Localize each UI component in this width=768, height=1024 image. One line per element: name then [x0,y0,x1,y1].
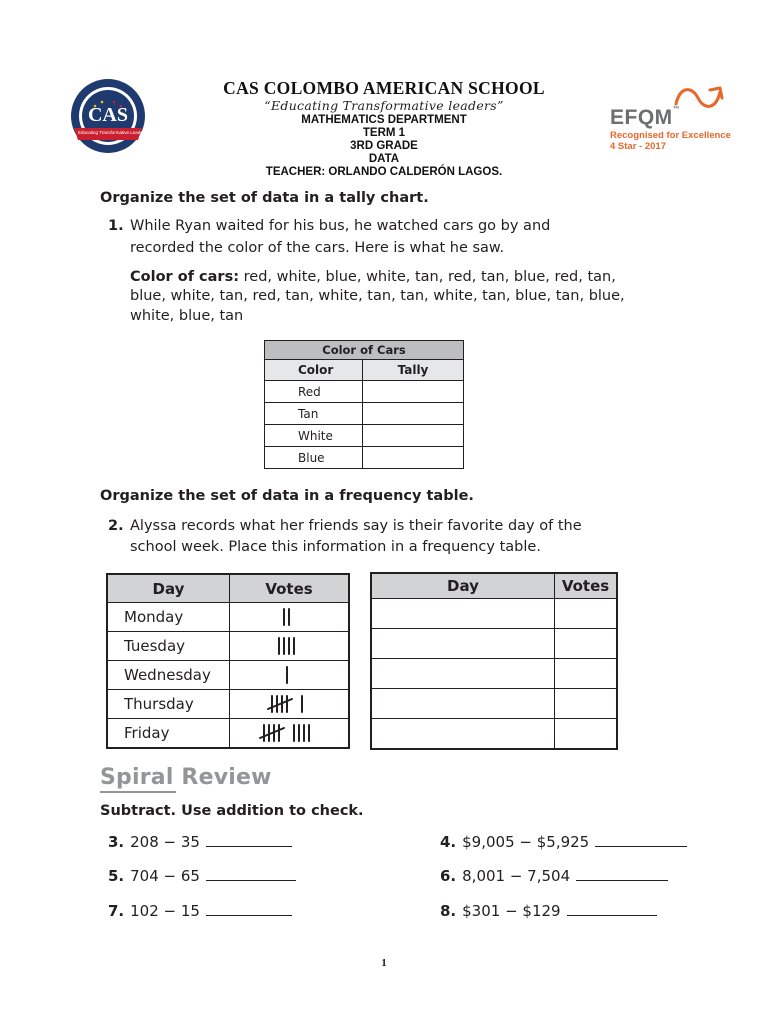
tally-icon [268,693,311,715]
tally-cell[interactable] [363,381,464,403]
answer-blank[interactable] [206,868,296,881]
col-header-day: Day [371,573,555,599]
votes-answer-cell[interactable] [555,659,618,689]
cas-logo-banner: Educating Transformative Leaders [78,130,147,135]
votes-answer-cell[interactable] [555,629,618,659]
day-cell: Monday [107,603,230,632]
tally-icon [280,606,298,628]
table-row [107,661,349,690]
votes-answer-cell[interactable] [555,599,618,629]
day-cell: Wednesday [107,661,230,690]
color-cell: Blue [265,447,363,469]
page-number: 1 [381,957,387,969]
cas-logo-text: CAS [87,104,128,126]
q1-line1: While Ryan waited for his bus, he watched cars go by and [130,218,551,234]
day-answer-cell[interactable] [371,719,555,750]
colors-label: Color of cars: [130,269,240,285]
problem-8 [440,902,657,920]
table-row [107,632,349,661]
problem-expression: 208 − 35 [130,833,200,851]
problem-number: 5. [108,867,125,885]
school-motto: “Educating Transformative leaders” [264,98,504,113]
color-cell: White [265,425,363,447]
tally-cell[interactable] [363,403,464,425]
day-cell: Thursday [107,690,230,719]
section1-heading: Organize the set of data in a tally chart. [100,190,429,206]
spiral-instruction: Subtract. Use addition to check. [100,803,364,819]
tally-marks [230,719,350,749]
col-header-color: Color [265,360,363,381]
color-of-cars-table [264,340,464,469]
tally-icon [283,664,296,686]
table-row [371,719,617,750]
table-row [107,690,349,719]
votes-answer-cell[interactable] [555,719,618,750]
votes-table [106,573,350,749]
tally-icon [275,635,303,657]
efqm-recognition: Recognised for Excellence [610,130,731,141]
problem-expression: 704 − 65 [130,867,200,885]
table-row [371,689,617,719]
problem-expression: 102 − 15 [130,902,200,920]
table-row [107,719,349,749]
problem-number: 8. [440,902,457,920]
table-row [107,603,349,632]
frequency-table [370,572,618,750]
colors-line3: white, blue, tan [130,308,244,324]
problem-7 [108,902,292,920]
colors-line1 [130,269,616,285]
header-term: TERM 1 [362,127,406,139]
spiral-review-underline [100,791,176,793]
tally-marks [230,632,350,661]
problem-number: 6. [440,867,457,885]
colors-line2: blue, white, tan, red, tan, white, tan, tan, white, tan, blue, tan, blue, [130,288,625,304]
spiral-review-title: Spiral Review [100,765,272,790]
header-grade: 3RD GRADE [350,140,418,152]
col-header-day: Day [107,574,230,603]
table-row [371,599,617,629]
tally-marks [230,661,350,690]
answer-blank[interactable] [595,834,687,847]
table-row [265,403,464,425]
efqm-name: EFQM™ [610,106,681,129]
problem-expression: $301 − $129 [462,902,561,920]
tally-cell[interactable] [363,447,464,469]
q2-line1: Alyssa records what her friends say is their favorite day of the [130,518,582,534]
answer-blank[interactable] [206,834,292,847]
tally-cell[interactable] [363,425,464,447]
answer-blank[interactable] [206,903,292,916]
day-answer-cell[interactable] [371,659,555,689]
problem-expression: 8,001 − 7,504 [462,867,571,885]
answer-blank[interactable] [576,868,668,881]
table-row [265,447,464,469]
school-name: CAS COLOMBO AMERICAN SCHOOL [223,78,545,98]
problem-number: 3. [108,833,125,851]
q1-number: 1. [108,218,124,234]
problem-3 [108,833,292,851]
color-cell: Red [265,381,363,403]
tally-marks [230,690,350,719]
q2-number: 2. [108,518,124,534]
problem-5 [108,867,296,885]
header-teacher: TEACHER: ORLANDO CALDERÓN LAGOS. [265,166,503,178]
q2-line2: school week. Place this information in a frequency table. [130,539,541,555]
day-answer-cell[interactable] [371,629,555,659]
header-topic: DATA [368,153,400,165]
efqm-stars: 4 Star - 2017 [610,141,666,152]
table-row [265,381,464,403]
votes-answer-cell[interactable] [555,689,618,719]
table-row [371,659,617,689]
col-header-tally: Tally [363,360,464,381]
col-header-votes: Votes [230,574,350,603]
color-cell: Tan [265,403,363,425]
problem-number: 4. [440,833,457,851]
colors-list-1: red, white, blue, white, tan, red, tan, blue, red, tan, [243,269,616,285]
day-cell: Friday [107,719,230,749]
table-caption: Color of Cars [265,341,464,360]
problem-number: 7. [108,902,125,920]
col-header-votes: Votes [555,573,618,599]
section2-heading: Organize the set of data in a frequency table. [100,488,474,504]
q1-line2: recorded the color of the cars. Here is what he saw. [130,240,505,256]
table-row [265,425,464,447]
problem-6 [440,867,668,885]
day-cell: Tuesday [107,632,230,661]
day-answer-cell[interactable] [371,689,555,719]
problem-4 [440,833,687,851]
problem-expression: $9,005 − $5,925 [462,833,590,851]
tally-marks [230,603,350,632]
day-answer-cell[interactable] [371,599,555,629]
tally-icon [260,722,318,744]
table-row [371,629,617,659]
header-department: MATHEMATICS DEPARTMENT [301,114,467,126]
answer-blank[interactable] [567,903,657,916]
